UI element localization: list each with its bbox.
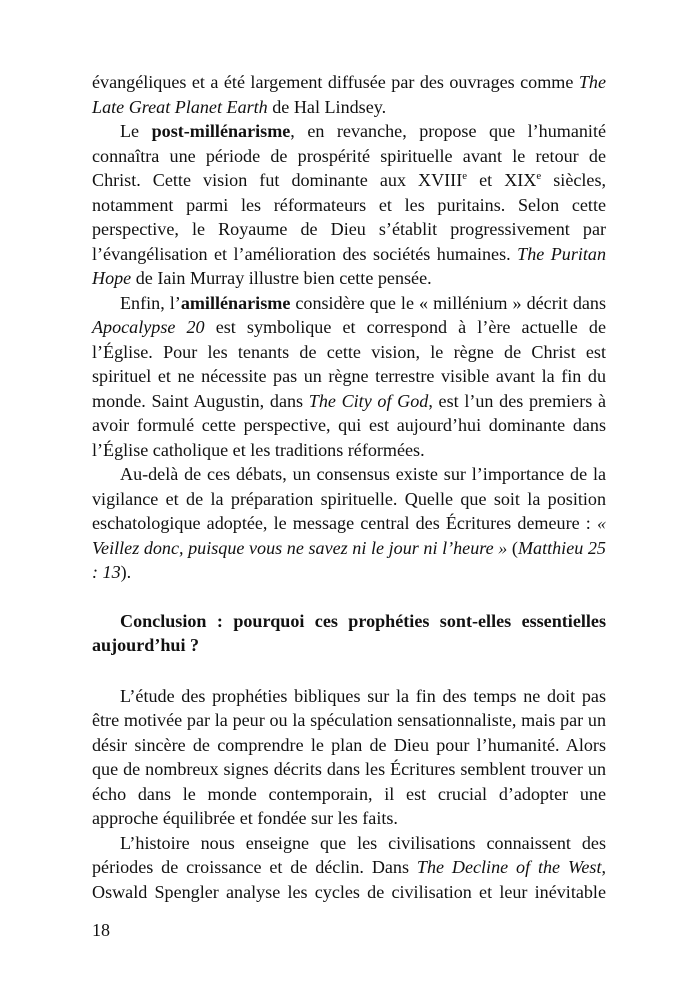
paragraph-history bbox=[92, 831, 606, 905]
page-number: 18 bbox=[92, 920, 110, 940]
body-text bbox=[92, 70, 606, 904]
text: ( bbox=[507, 537, 518, 558]
paragraph-consensus bbox=[92, 462, 606, 585]
term: post-millénarisme bbox=[151, 121, 291, 141]
text: , en revanche, propose que l’humanité connaîtra une période de prospérité spirituelle avant le retour de Christ. Cette vision fut dominante aux XVIII bbox=[92, 121, 607, 190]
paragraph-post-millenarism bbox=[92, 119, 606, 291]
text: L’histoire nous enseigne que les civilisations connaissent des périodes de croissance et de déclin. Dans bbox=[92, 832, 606, 877]
book-title: The City of God bbox=[308, 390, 429, 411]
scripture-reference: Matthieu 25 : 13 bbox=[92, 537, 606, 582]
text: , Oswald Spengler analyse les cycles de civilisation et leur inévitable bbox=[92, 857, 606, 902]
text: ). bbox=[120, 562, 132, 582]
term: amillénarisme bbox=[180, 292, 291, 313]
text: et XIX bbox=[467, 170, 537, 190]
text: de Hal Lindsey. bbox=[267, 96, 387, 117]
text: de Iain Murray illustre bien cette pensée. bbox=[131, 268, 432, 288]
book-title: The Decline of the West bbox=[416, 857, 602, 877]
text: Le bbox=[120, 121, 152, 141]
paragraph-conclusion: L’étude des prophéties bibliques sur la fin des temps ne doit pas être motivée par la peur ou la spéculation sensationnaliste, mais par un désir sincère de comprendre le plan de Dieu pour l’humanité. Alors que de nombreux signes décrits dans les Écritures semblent trouver un écho dans le monde contemporain, il est crucial d’adopter une approche équilibrée et fondée sur les faits. bbox=[92, 685, 606, 828]
text: Enfin, l’ bbox=[120, 292, 181, 313]
spacer bbox=[92, 585, 606, 609]
text: , est l’un des premiers à avoir formulé cette perspective, qui est aujourd’hui dominante dans l’Église catholique et les traditions réformées. bbox=[92, 390, 606, 460]
book-title: The Late Great Planet Earth bbox=[92, 72, 606, 117]
scripture-reference: Apocalypse 20 bbox=[92, 317, 205, 337]
text: est symbolique et correspond à l’ère actuelle de l’Église. Pour les tenants de cette vision, le règne de Christ est spirituel et ne nécessite pas un règne terrestre visible avant la fin du monde. Saint Augustin, dans bbox=[92, 317, 606, 411]
section-heading: Conclusion : pourquoi ces prophéties sont-elles essentielles aujourd’hui ? bbox=[92, 610, 606, 655]
superscript: e bbox=[536, 169, 542, 182]
spacer bbox=[92, 658, 606, 684]
quotation: « Veillez donc, puisque vous ne savez ni le jour ni l’heure » bbox=[92, 513, 606, 558]
superscript: e bbox=[462, 169, 468, 182]
text: Au-delà de ces débats, un consensus existe sur l’importance de la vigilance et de la préparation spirituelle. Quelle que soit la position eschatologique adoptée, le message central des Écritures demeure : bbox=[92, 464, 606, 533]
text: évangéliques et a été largement diffusée par des ouvrages comme bbox=[92, 72, 579, 92]
text: considère que le « millénium » décrit dans bbox=[290, 292, 606, 313]
paragraph-1 bbox=[92, 70, 606, 119]
paragraph-amillenarism bbox=[92, 291, 606, 463]
book-title: The Puritan Hope bbox=[92, 243, 607, 288]
text: siècles, notamment parmi les réformateurs et les puritains. Selon cette perspective, le Royaume de Dieu s’établit progressivement par l’évangélisation et l’amélioration des sociétés humaines. bbox=[92, 170, 607, 264]
